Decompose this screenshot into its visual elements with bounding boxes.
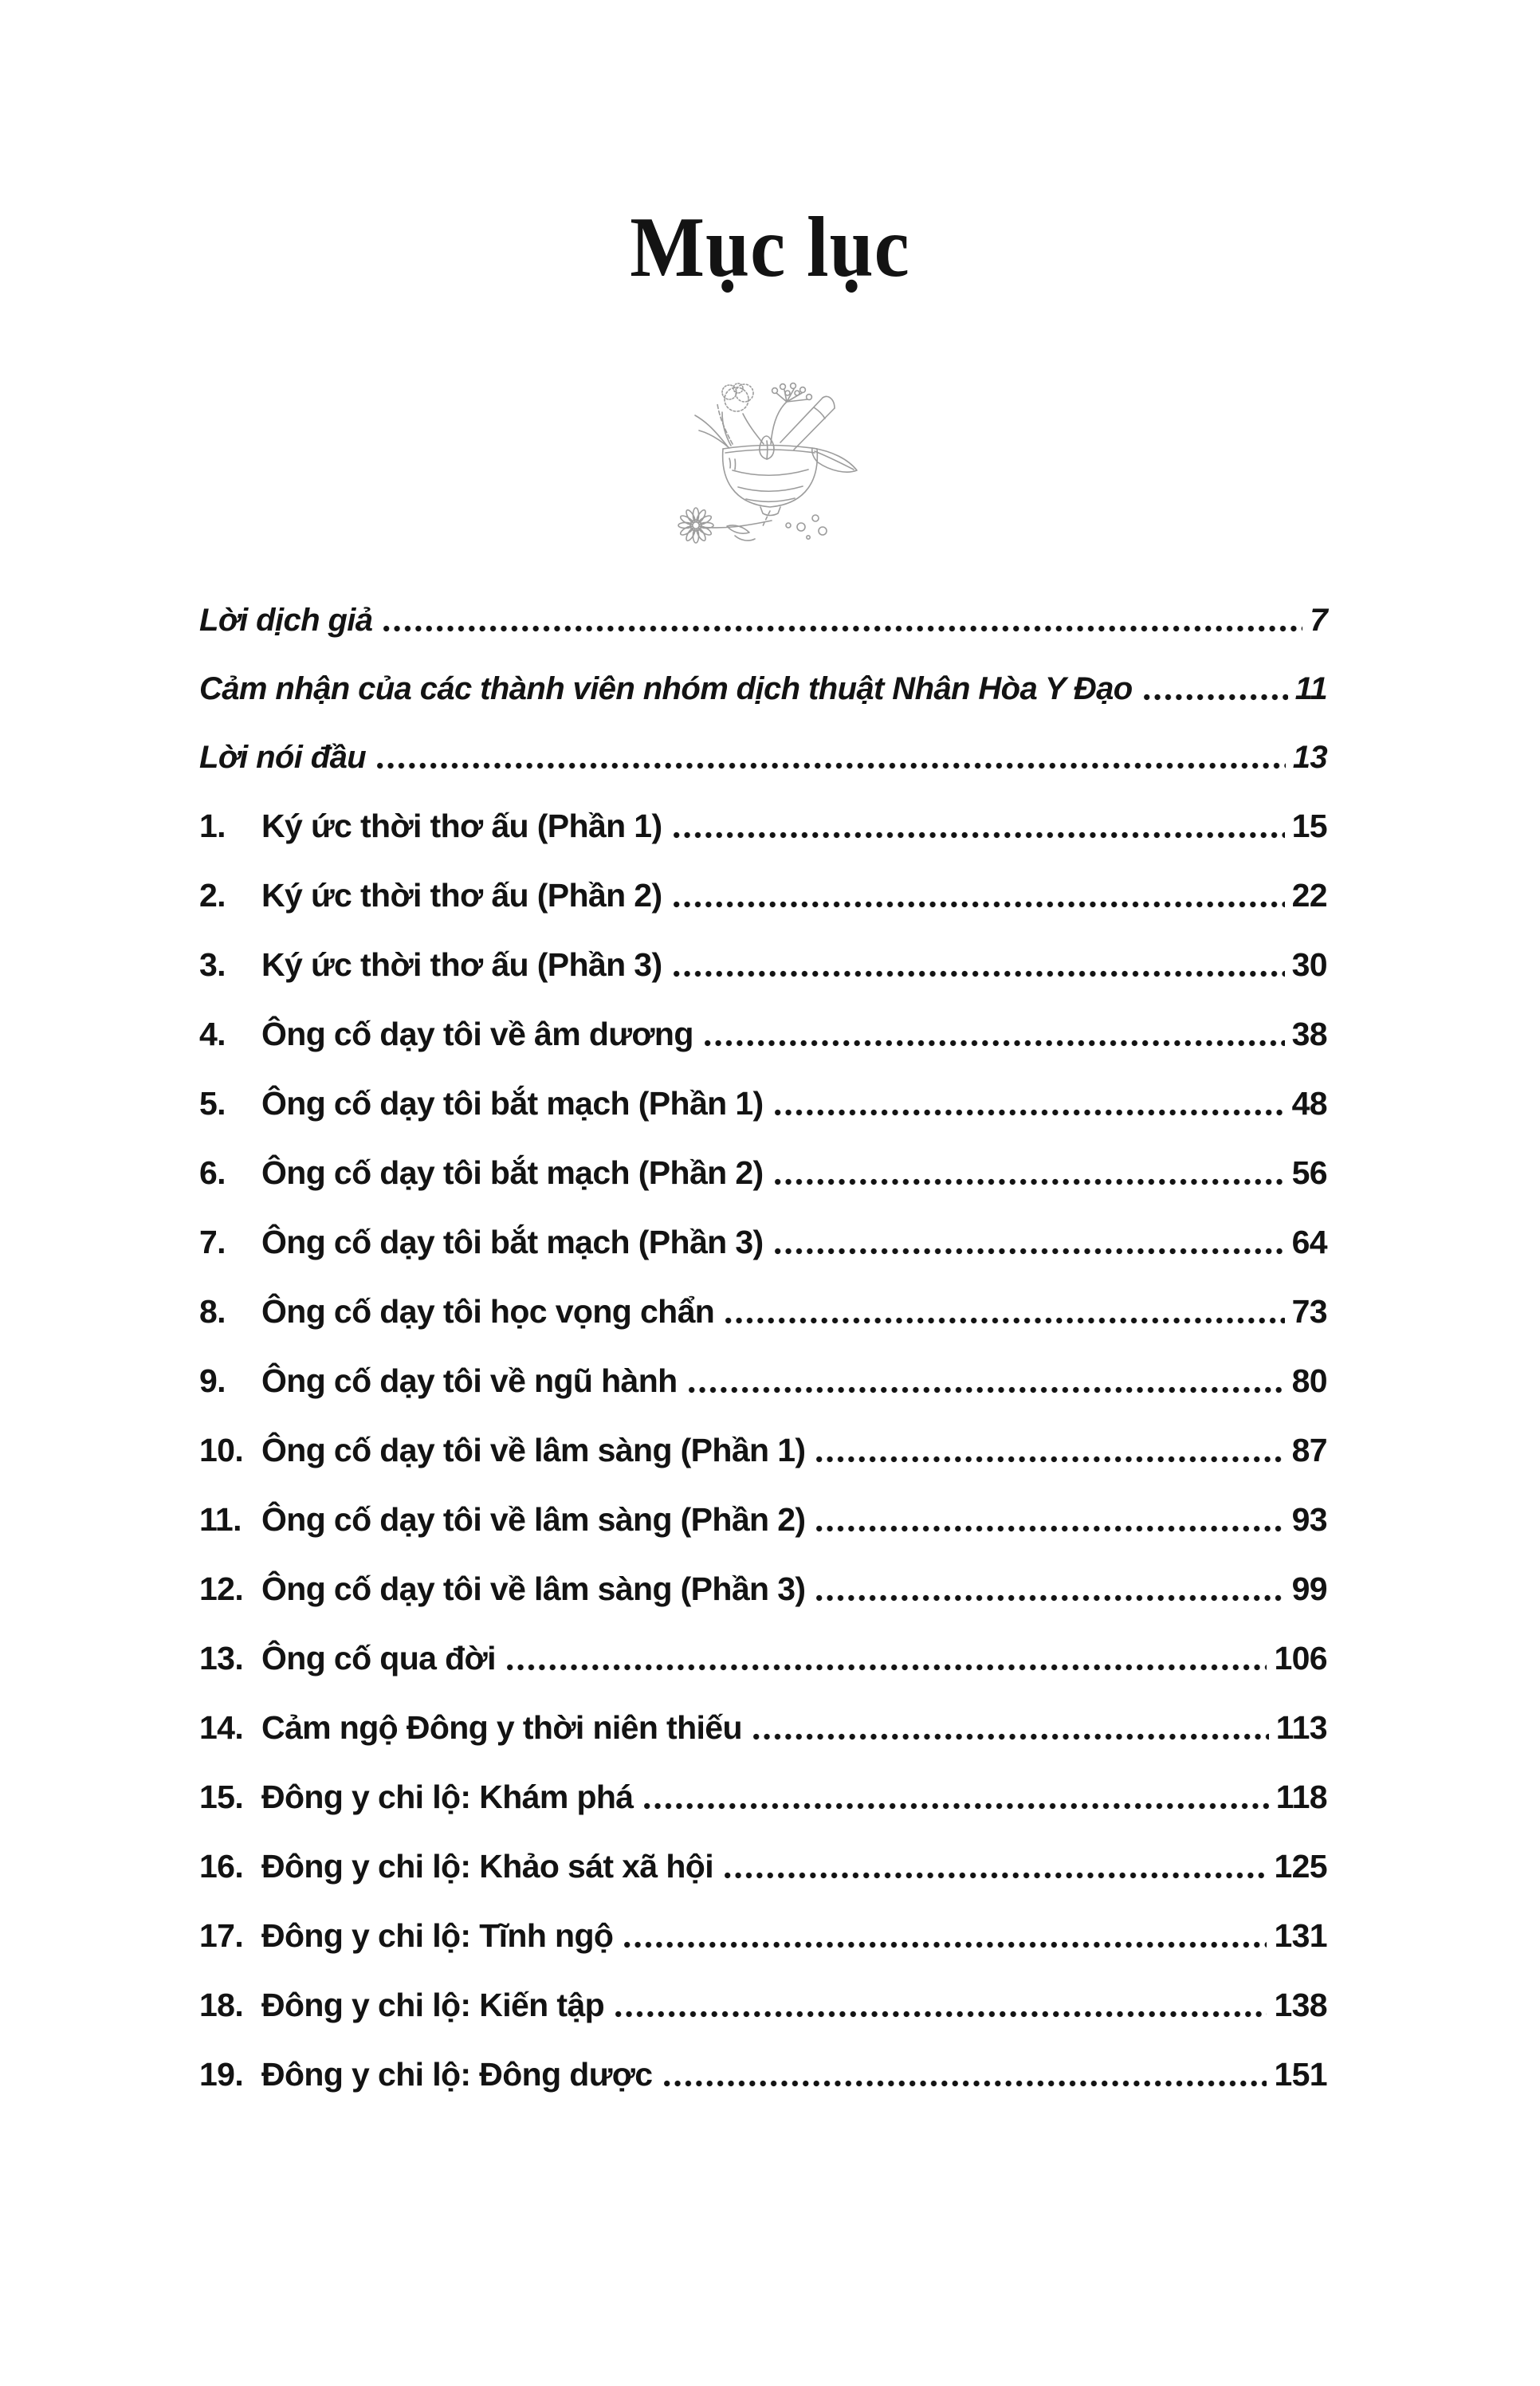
- toc-entry-number: 10.: [199, 1431, 244, 1468]
- dot-leader: [671, 901, 1285, 908]
- toc-entry-number: 18.: [199, 1986, 244, 2023]
- toc-entry-title: Ông cố dạy tôi học vọng chẩn: [261, 1292, 715, 1330]
- front-matter-page: 13: [1292, 739, 1327, 775]
- toc-entry-title: Cảm ngộ Đông y thời niên thiếu: [261, 1708, 742, 1746]
- toc-entry-page: 56: [1291, 1154, 1327, 1191]
- toc-entry: [199, 1431, 1327, 1468]
- toc-entry-title: Ông cố dạy tôi về lâm sàng (Phần 2): [261, 1500, 806, 1538]
- toc-entry-title: Đông y chi lộ: Khám phá: [261, 1778, 634, 1815]
- dot-leader: [671, 831, 1285, 839]
- toc-entry-page: 64: [1291, 1223, 1327, 1260]
- toc-entry: [199, 2055, 1327, 2093]
- toc-entry: [199, 1916, 1327, 1954]
- toc-entry: [199, 1015, 1327, 1052]
- toc-entry: [199, 1084, 1327, 1122]
- toc-entry-page: 73: [1291, 1292, 1327, 1330]
- toc-entry-number: 9.: [199, 1362, 226, 1399]
- dot-leader: [814, 1456, 1284, 1463]
- dot-leader: [686, 1386, 1285, 1393]
- toc-entry-page: 48: [1291, 1084, 1327, 1122]
- toc-entry-title: Đông y chi lộ: Khảo sát xã hội: [261, 1847, 714, 1885]
- front-matter-label: Cảm nhận của các thành viên nhóm dịch thuật Nhân Hòa Y Đạo: [199, 670, 1133, 706]
- toc-entry-page: 99: [1291, 1570, 1327, 1607]
- toc-area: [199, 604, 1327, 2091]
- toc-entry-page: 118: [1275, 1778, 1327, 1815]
- toc-entry-title: Ông cố dạy tôi về âm dương: [261, 1015, 693, 1052]
- front-matter-page: 7: [1310, 602, 1327, 638]
- toc-entry-title: Đông y chi lộ: Tĩnh ngộ: [261, 1916, 614, 1954]
- toc-entry-page: 151: [1274, 2055, 1327, 2093]
- toc-entry: [199, 807, 1327, 844]
- toc-entry-number: 2.: [199, 876, 226, 914]
- toc-entry-title: Ông cố dạy tôi bắt mạch (Phần 3): [261, 1223, 764, 1260]
- dot-leader: [814, 1594, 1284, 1602]
- toc-entry: [199, 1292, 1327, 1330]
- dot-leader: [375, 762, 1286, 769]
- chapter-list: [199, 807, 1327, 2093]
- toc-entry-page: 30: [1291, 945, 1327, 983]
- front-matter-entry: [199, 670, 1327, 706]
- page-title: Mục lục: [630, 200, 910, 295]
- front-matter-entry: [199, 741, 1327, 773]
- toc-entry-page: 22: [1291, 876, 1327, 914]
- dot-leader: [772, 1109, 1285, 1116]
- header: [0, 0, 1540, 296]
- dot-leader: [662, 2080, 1267, 2087]
- dot-leader: [772, 1248, 1285, 1255]
- toc-entry-title: Đông y chi lộ: Kiến tập: [261, 1986, 605, 2023]
- toc-entry-number: 4.: [199, 1015, 226, 1052]
- toc-entry: [199, 1223, 1327, 1260]
- dot-leader: [814, 1525, 1284, 1532]
- dot-leader: [723, 1317, 1284, 1324]
- toc-entry-number: 16.: [199, 1847, 244, 1885]
- toc-entry-number: 11.: [199, 1500, 242, 1538]
- toc-entry-title: Ký ức thời thơ ấu (Phần 1): [261, 807, 662, 844]
- toc-entry-page: 113: [1275, 1708, 1327, 1746]
- front-matter-list: [199, 604, 1327, 773]
- toc-entry-page: 87: [1291, 1431, 1327, 1468]
- dot-leader: [722, 1872, 1267, 1879]
- toc-entry-page: 80: [1291, 1362, 1327, 1399]
- toc-entry-title: Ký ức thời thơ ấu (Phần 2): [261, 876, 662, 914]
- toc-entry-page: 131: [1274, 1916, 1327, 1954]
- toc-entry: [199, 1362, 1327, 1399]
- toc-entry: [199, 1986, 1327, 2023]
- dot-leader: [505, 1664, 1267, 1671]
- mortar-pestle-illustration: [0, 369, 1540, 554]
- toc-entry: [199, 1154, 1327, 1191]
- toc-entry-number: 6.: [199, 1154, 226, 1191]
- toc-entry: [199, 1778, 1327, 1815]
- toc-entry-number: 3.: [199, 945, 226, 983]
- front-matter-label: Lời dịch giả: [199, 602, 373, 638]
- dot-leader: [622, 1941, 1267, 1948]
- dot-leader: [642, 1802, 1268, 1810]
- toc-entry: [199, 1500, 1327, 1538]
- dot-leader: [751, 1733, 1269, 1740]
- toc-entry-number: 14.: [199, 1708, 244, 1746]
- toc-entry-page: 15: [1291, 807, 1327, 844]
- toc-entry-title: Ông cố dạy tôi bắt mạch (Phần 1): [261, 1084, 764, 1122]
- toc-entry-page: 106: [1274, 1639, 1327, 1676]
- toc-entry-page: 138: [1274, 1986, 1327, 2023]
- dot-leader: [1141, 694, 1288, 701]
- toc-entry-title: Ông cố dạy tôi về ngũ hành: [261, 1362, 678, 1399]
- toc-entry-number: 1.: [199, 807, 226, 844]
- toc-entry-number: 12.: [199, 1570, 244, 1607]
- dot-leader: [671, 970, 1285, 977]
- front-matter-page: 11: [1294, 670, 1327, 706]
- toc-entry-title: Ký ức thời thơ ấu (Phần 3): [261, 945, 662, 983]
- toc-entry-title: Ông cố dạy tôi bắt mạch (Phần 2): [261, 1154, 764, 1191]
- toc-entry-page: 125: [1274, 1847, 1327, 1885]
- toc-entry: [199, 876, 1327, 914]
- toc-entry-number: 8.: [199, 1292, 226, 1330]
- toc-entry: [199, 1847, 1327, 1885]
- toc-entry-number: 15.: [199, 1778, 244, 1815]
- front-matter-label: Lời nói đầu: [199, 739, 367, 775]
- toc-entry-number: 5.: [199, 1084, 226, 1122]
- mortar-pestle-sketch-icon: [650, 369, 890, 554]
- dot-leader: [613, 2011, 1267, 2018]
- toc-entry: [199, 1570, 1327, 1607]
- toc-entry-title: Ông cố dạy tôi về lâm sàng (Phần 3): [261, 1570, 806, 1607]
- dot-leader: [772, 1178, 1285, 1185]
- front-matter-entry: [199, 604, 1327, 636]
- toc-entry: [199, 1639, 1327, 1676]
- toc-entry-title: Ông cố qua đời: [261, 1639, 496, 1676]
- dot-leader: [381, 625, 1302, 632]
- dot-leader: [702, 1040, 1285, 1047]
- toc-entry-title: Đông y chi lộ: Đông dược: [261, 2055, 653, 2093]
- toc-entry: [199, 1708, 1327, 1746]
- toc-entry: [199, 945, 1327, 983]
- toc-entry-page: 38: [1291, 1015, 1327, 1052]
- toc-entry-number: 7.: [199, 1223, 226, 1260]
- toc-entry-title: Ông cố dạy tôi về lâm sàng (Phần 1): [261, 1431, 806, 1468]
- toc-entry-number: 13.: [199, 1639, 244, 1676]
- toc-entry-number: 19.: [199, 2055, 244, 2093]
- toc-entry-number: 17.: [199, 1916, 244, 1954]
- toc-entry-page: 93: [1291, 1500, 1327, 1538]
